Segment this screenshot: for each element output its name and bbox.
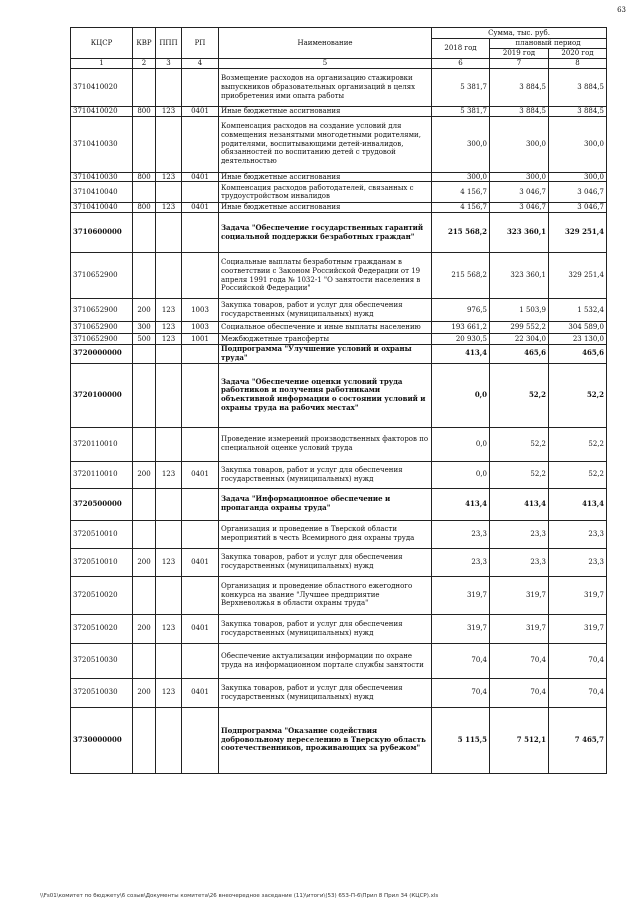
value-2019-cell: 7 512,1	[490, 707, 549, 773]
name-cell: Проведение измерений производственных факторов по специальной оценке условий труда	[219, 427, 432, 461]
rp-cell	[182, 643, 219, 678]
table-row	[71, 548, 607, 576]
col-header-name: Наименование	[219, 28, 432, 59]
kcsr-cell: 3710410040	[71, 203, 133, 213]
kcsr-cell: 3720510030	[71, 643, 133, 678]
kvr-cell: 500	[133, 334, 156, 345]
kcsr-cell: 3720510030	[71, 678, 133, 707]
rp-cell	[182, 576, 219, 614]
table-row	[71, 363, 607, 427]
value-2019-cell: 52,2	[490, 461, 549, 488]
value-2018-cell: 300,0	[432, 116, 490, 172]
kcsr-cell: 3710652900	[71, 253, 133, 299]
name-cell: Закупка товаров, работ и услуг для обеспечения государственных (муниципальных) нужд	[219, 678, 432, 707]
kcsr-cell: 3720110010	[71, 427, 133, 461]
rp-cell	[182, 213, 219, 253]
value-2020-cell: 23,3	[549, 520, 607, 548]
table-row	[71, 172, 607, 182]
kvr-cell: 200	[133, 299, 156, 322]
ppp-cell: 123	[156, 299, 182, 322]
table-row	[71, 643, 607, 678]
value-2019-cell: 465,6	[490, 345, 549, 364]
ppp-cell: 123	[156, 334, 182, 345]
value-2018-cell: 23,3	[432, 548, 490, 576]
name-cell: Организация и проведение областного ежегодного конкурса на звание "Лучшее предприятие Верхневолжья в области охраны труда"	[219, 576, 432, 614]
rp-cell: 1001	[182, 334, 219, 345]
value-2018-cell: 70,4	[432, 643, 490, 678]
table-row	[71, 253, 607, 299]
ppp-cell	[156, 488, 182, 520]
value-2020-cell: 304 589,0	[549, 322, 607, 334]
table-row	[71, 576, 607, 614]
value-2018-cell: 4 156,7	[432, 203, 490, 213]
value-2018-cell: 0,0	[432, 363, 490, 427]
ppp-cell: 123	[156, 172, 182, 182]
ppp-cell	[156, 643, 182, 678]
kcsr-cell: 3720110010	[71, 461, 133, 488]
value-2019-cell: 23,3	[490, 548, 549, 576]
table-row	[71, 461, 607, 488]
kvr-cell	[133, 345, 156, 364]
value-2018-cell: 976,5	[432, 299, 490, 322]
ppp-cell: 123	[156, 106, 182, 116]
value-2020-cell: 300,0	[549, 172, 607, 182]
kcsr-cell: 3710652900	[71, 299, 133, 322]
value-2018-cell: 70,4	[432, 678, 490, 707]
value-2018-cell: 4 156,7	[432, 182, 490, 203]
rp-cell	[182, 253, 219, 299]
ppp-cell	[156, 253, 182, 299]
col-number: 4	[182, 59, 219, 69]
value-2019-cell: 70,4	[490, 643, 549, 678]
table-row	[71, 520, 607, 548]
name-cell: Иные бюджетные ассигнования	[219, 203, 432, 213]
kvr-cell	[133, 182, 156, 203]
value-2020-cell: 319,7	[549, 614, 607, 643]
ppp-cell: 123	[156, 678, 182, 707]
name-cell: Закупка товаров, работ и услуг для обеспечения государственных (муниципальных) нужд	[219, 614, 432, 643]
ppp-cell: 123	[156, 203, 182, 213]
value-2019-cell: 70,4	[490, 678, 549, 707]
value-2020-cell: 7 465,7	[549, 707, 607, 773]
table-row	[71, 707, 607, 773]
value-2019-cell: 52,2	[490, 363, 549, 427]
table-row	[71, 299, 607, 322]
col-number: 7	[490, 59, 549, 69]
kcsr-cell: 3710410030	[71, 116, 133, 172]
name-cell: Социальное обеспечение и иные выплаты населению	[219, 322, 432, 334]
kvr-cell: 200	[133, 548, 156, 576]
table-row	[71, 614, 607, 643]
ppp-cell	[156, 707, 182, 773]
name-cell: Подпрограмма "Оказание содействия добровольному переселению в Тверскую область соотечественников, проживающих за рубежом"	[219, 707, 432, 773]
value-2020-cell: 465,6	[549, 345, 607, 364]
kcsr-cell: 3710410040	[71, 182, 133, 203]
table-row	[71, 116, 607, 172]
name-cell: Социальные выплаты безработным гражданам в соответствии с Законом Российской Федерации от 19 апреля 1991 года № 1032-1 "О занятости населения в Российской Федерации"	[219, 253, 432, 299]
value-2018-cell: 215 568,2	[432, 213, 490, 253]
value-2020-cell: 23,3	[549, 548, 607, 576]
value-2019-cell: 3 046,7	[490, 182, 549, 203]
table-row	[71, 182, 607, 203]
name-cell: Компенсация расходов на создание условий для совмещения незанятыми многодетными родителями, родителями, воспитывающими детей-инвалидов, обязанностей по воспитанию детей с трудовой деятельностью	[219, 116, 432, 172]
name-cell: Межбюджетные трансферты	[219, 334, 432, 345]
value-2019-cell: 3 884,5	[490, 68, 549, 106]
col-header-plan: плановый период	[490, 39, 607, 49]
ppp-cell	[156, 345, 182, 364]
value-2020-cell: 319,7	[549, 576, 607, 614]
ppp-cell	[156, 427, 182, 461]
value-2019-cell: 299 552,2	[490, 322, 549, 334]
file-path-footer: \\Fs01\комитет по бюджету\6 созыв\Документы комитета\26 внеочередное заседание (11)\итоги\(53) 653-П-6\Прил 8 Прил 34 (КЦСР).xls	[40, 893, 439, 899]
name-cell: Компенсация расходов работодателей, связанных с трудоустройством инвалидов	[219, 182, 432, 203]
ppp-cell	[156, 68, 182, 106]
page-number: 63	[617, 6, 626, 14]
col-number: 2	[133, 59, 156, 69]
value-2019-cell: 300,0	[490, 116, 549, 172]
value-2018-cell: 20 930,5	[432, 334, 490, 345]
kvr-cell: 300	[133, 322, 156, 334]
ppp-cell: 123	[156, 461, 182, 488]
kcsr-cell: 3720000000	[71, 345, 133, 364]
rp-cell: 0401	[182, 461, 219, 488]
col-header-kcsr: КЦСР	[71, 28, 133, 59]
value-2018-cell: 5 381,7	[432, 106, 490, 116]
value-2020-cell: 70,4	[549, 678, 607, 707]
kvr-cell	[133, 707, 156, 773]
ppp-cell: 123	[156, 614, 182, 643]
rp-cell	[182, 427, 219, 461]
rp-cell: 0401	[182, 548, 219, 576]
value-2020-cell: 329 251,4	[549, 213, 607, 253]
col-number: 6	[432, 59, 490, 69]
kvr-cell	[133, 213, 156, 253]
kvr-cell	[133, 576, 156, 614]
ppp-cell: 123	[156, 548, 182, 576]
value-2019-cell: 22 304,0	[490, 334, 549, 345]
name-cell: Задача "Обеспечение оценки условий труда работников и получения работниками объективной информации о состоянии условий и охраны труда на рабочих местах"	[219, 363, 432, 427]
value-2020-cell: 3 884,5	[549, 68, 607, 106]
value-2019-cell: 3 884,5	[490, 106, 549, 116]
name-cell: Подпрограмма "Улучшение условий и охраны труда"	[219, 345, 432, 364]
kvr-cell: 800	[133, 106, 156, 116]
table-row	[71, 213, 607, 253]
kcsr-cell: 3710652900	[71, 322, 133, 334]
table-row	[71, 334, 607, 345]
value-2018-cell: 215 568,2	[432, 253, 490, 299]
rp-cell: 0401	[182, 172, 219, 182]
kcsr-cell: 3710410020	[71, 106, 133, 116]
value-2018-cell: 0,0	[432, 461, 490, 488]
col-number: 1	[71, 59, 133, 69]
kcsr-cell: 3710410030	[71, 172, 133, 182]
table-row	[71, 488, 607, 520]
value-2019-cell: 300,0	[490, 172, 549, 182]
rp-cell: 0401	[182, 614, 219, 643]
name-cell: Организация и проведение в Тверской области мероприятий в честь Всемирного дня охраны труда	[219, 520, 432, 548]
name-cell: Задача "Информационное обеспечение и пропаганда охраны труда"	[219, 488, 432, 520]
kcsr-cell: 3720510020	[71, 614, 133, 643]
kcsr-cell: 3720510020	[71, 576, 133, 614]
kvr-cell	[133, 488, 156, 520]
kvr-cell	[133, 116, 156, 172]
table-row	[71, 68, 607, 106]
rp-cell: 1003	[182, 322, 219, 334]
col-number: 5	[219, 59, 432, 69]
value-2019-cell: 23,3	[490, 520, 549, 548]
value-2020-cell: 52,2	[549, 461, 607, 488]
name-cell: Закупка товаров, работ и услуг для обеспечения государственных (муниципальных) нужд	[219, 548, 432, 576]
rp-cell	[182, 68, 219, 106]
value-2020-cell: 3 046,7	[549, 203, 607, 213]
kvr-cell	[133, 68, 156, 106]
name-cell: Задача "Обеспечение государственных гарантий социальной поддержки безработных граждан"	[219, 213, 432, 253]
kcsr-cell: 3720100000	[71, 363, 133, 427]
rp-cell	[182, 116, 219, 172]
rp-cell	[182, 182, 219, 203]
ppp-cell	[156, 213, 182, 253]
column-numbers-row	[71, 59, 607, 69]
value-2020-cell: 3 046,7	[549, 182, 607, 203]
value-2019-cell: 52,2	[490, 427, 549, 461]
value-2019-cell: 1 503,9	[490, 299, 549, 322]
name-cell: Иные бюджетные ассигнования	[219, 106, 432, 116]
name-cell: Иные бюджетные ассигнования	[219, 172, 432, 182]
kvr-cell: 800	[133, 172, 156, 182]
value-2018-cell: 5 115,5	[432, 707, 490, 773]
value-2020-cell: 3 884,5	[549, 106, 607, 116]
col-header-ppp: ППП	[156, 28, 182, 59]
col-header-rp: РП	[182, 28, 219, 59]
kcsr-cell: 3720510010	[71, 520, 133, 548]
table-row	[71, 427, 607, 461]
value-2019-cell: 323 360,1	[490, 213, 549, 253]
value-2018-cell: 413,4	[432, 488, 490, 520]
col-header-2019: 2019 год	[490, 49, 549, 59]
table-row	[71, 322, 607, 334]
kvr-cell: 800	[133, 203, 156, 213]
value-2018-cell: 0,0	[432, 427, 490, 461]
ppp-cell	[156, 363, 182, 427]
value-2020-cell: 300,0	[549, 116, 607, 172]
rp-cell: 0401	[182, 678, 219, 707]
value-2018-cell: 413,4	[432, 345, 490, 364]
value-2018-cell: 300,0	[432, 172, 490, 182]
value-2018-cell: 23,3	[432, 520, 490, 548]
col-header-kvr: КВР	[133, 28, 156, 59]
value-2020-cell: 70,4	[549, 643, 607, 678]
col-number: 3	[156, 59, 182, 69]
value-2020-cell: 413,4	[549, 488, 607, 520]
kvr-cell: 200	[133, 614, 156, 643]
value-2020-cell: 52,2	[549, 363, 607, 427]
ppp-cell: 123	[156, 322, 182, 334]
value-2018-cell: 5 381,7	[432, 68, 490, 106]
table-row	[71, 678, 607, 707]
value-2020-cell: 329 251,4	[549, 253, 607, 299]
value-2018-cell: 193 661,2	[432, 322, 490, 334]
rp-cell	[182, 363, 219, 427]
kcsr-cell: 3710410020	[71, 68, 133, 106]
rp-cell: 1003	[182, 299, 219, 322]
col-header-sum: Сумма, тыс. руб.	[432, 28, 607, 39]
ppp-cell	[156, 116, 182, 172]
kcsr-cell: 3710652900	[71, 334, 133, 345]
value-2020-cell: 23 130,0	[549, 334, 607, 345]
name-cell: Закупка товаров, работ и услуг для обеспечения государственных (муниципальных) нужд	[219, 299, 432, 322]
value-2020-cell: 52,2	[549, 427, 607, 461]
value-2020-cell: 1 532,4	[549, 299, 607, 322]
kcsr-cell: 3730000000	[71, 707, 133, 773]
kvr-cell	[133, 427, 156, 461]
rp-cell	[182, 520, 219, 548]
value-2018-cell: 319,7	[432, 614, 490, 643]
kcsr-cell: 3720510010	[71, 548, 133, 576]
table-body	[71, 68, 607, 773]
value-2019-cell: 319,7	[490, 614, 549, 643]
value-2018-cell: 319,7	[432, 576, 490, 614]
rp-cell: 0401	[182, 203, 219, 213]
budget-table	[70, 27, 607, 774]
name-cell: Закупка товаров, работ и услуг для обеспечения государственных (муниципальных) нужд	[219, 461, 432, 488]
value-2019-cell: 319,7	[490, 576, 549, 614]
ppp-cell	[156, 520, 182, 548]
col-header-2018: 2018 год	[432, 39, 490, 59]
kvr-cell	[133, 253, 156, 299]
kvr-cell: 200	[133, 678, 156, 707]
rp-cell	[182, 707, 219, 773]
rp-cell: 0401	[182, 106, 219, 116]
kcsr-cell: 3710600000	[71, 213, 133, 253]
col-number: 8	[549, 59, 607, 69]
kvr-cell	[133, 363, 156, 427]
value-2019-cell: 3 046,7	[490, 203, 549, 213]
name-cell: Возмещение расходов на организацию стажировки выпускников образовательных организаций в целях приобретения ими опыта работы	[219, 68, 432, 106]
value-2019-cell: 323 360,1	[490, 253, 549, 299]
kcsr-cell: 3720500000	[71, 488, 133, 520]
ppp-cell	[156, 576, 182, 614]
table-row	[71, 203, 607, 213]
kvr-cell	[133, 643, 156, 678]
table-row	[71, 345, 607, 364]
col-header-2020: 2020 год	[549, 49, 607, 59]
value-2019-cell: 413,4	[490, 488, 549, 520]
kvr-cell	[133, 520, 156, 548]
rp-cell	[182, 345, 219, 364]
rp-cell	[182, 488, 219, 520]
kvr-cell: 200	[133, 461, 156, 488]
ppp-cell	[156, 182, 182, 203]
table-row	[71, 106, 607, 116]
name-cell: Обеспечение актуализации информации по охране труда на информационном портале службы занятости	[219, 643, 432, 678]
